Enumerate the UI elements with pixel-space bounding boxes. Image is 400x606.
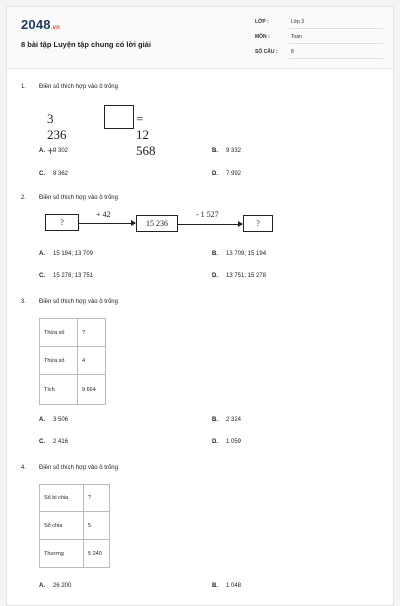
table-cell: Tích — [40, 375, 78, 405]
flow-arrow-2 — [178, 224, 242, 225]
table-cell: Thừa số — [40, 319, 78, 347]
worksheet-title: 8 bài tập Luyện tập chung có lời giải — [21, 40, 151, 49]
meta-grade: LỚP : Lớp 3 — [255, 17, 383, 29]
table-row — [40, 319, 106, 347]
table-cell-blank[interactable]: ? — [78, 319, 106, 347]
site-logo[interactable]: 2048.vn — [21, 17, 61, 32]
table-cell: Số chia — [40, 512, 84, 540]
flow-op-2: - 1 527 — [196, 210, 219, 219]
q1-option-c[interactable]: C. 8 362 — [39, 171, 69, 177]
q1-option-b[interactable]: B. 9 332 — [212, 148, 242, 154]
table-cell: Thương — [40, 540, 84, 568]
q3-option-d[interactable]: D. 1 059 — [212, 439, 242, 445]
q4-option-b[interactable]: B. 1 048 — [212, 583, 242, 589]
table-cell: Số bị chia — [40, 485, 84, 512]
question-3-table — [39, 318, 106, 405]
q2-option-a[interactable]: A. 15 194; 13 709 — [39, 251, 94, 257]
table-cell: 5 — [84, 512, 110, 540]
answer-blank-box[interactable] — [104, 105, 134, 129]
table-cell: Thừa số — [40, 347, 78, 375]
flow-arrow-1 — [79, 223, 135, 224]
meta-subject: MÔN : Toán — [255, 32, 383, 44]
q3-option-b[interactable]: B. 2 324 — [212, 417, 242, 423]
q2-option-c[interactable]: C. 15 278; 13 751 — [39, 273, 94, 279]
table-cell: 5 240 — [84, 540, 110, 568]
table-cell: 4 — [78, 347, 106, 375]
question-4-table — [39, 484, 110, 568]
q1-option-a[interactable]: A. 9 302 — [39, 148, 69, 154]
table-row — [40, 540, 110, 568]
table-row — [40, 375, 106, 405]
meta-question-count: SỐ CÂU : 8 — [255, 47, 383, 59]
q3-option-a[interactable]: A. 3 506 — [39, 417, 69, 423]
table-cell: 9 664 — [78, 375, 106, 405]
q4-option-a[interactable]: A. 26 200 — [39, 583, 72, 589]
table-row — [40, 347, 106, 375]
flow-middle-box: 15 236 — [136, 215, 178, 232]
table-cell-blank[interactable]: ? — [84, 485, 110, 512]
flow-end-box[interactable]: ? — [243, 215, 273, 232]
flow-start-box[interactable]: ? — [45, 214, 79, 231]
table-row — [40, 512, 110, 540]
q2-option-b[interactable]: B. 13 709; 15 194 — [212, 251, 267, 257]
worksheet-header — [7, 7, 393, 69]
table-row — [40, 485, 110, 512]
q1-option-d[interactable]: D. 7 992 — [212, 171, 242, 177]
q2-option-d[interactable]: D. 13 751; 15 278 — [212, 273, 267, 279]
worksheet-page: 2048.vn 8 bài tập Luyện tập chung có lời giải LỚP : Lớp 3 MÔN : Toán SỐ CÂU : 8 1. Điền số thích hợp vào ô trống 3 236 + = 12 568 A. 9 302 B. 9 332 C. 8 362 D. 7 992 2. Điền số thích hợp vào ô trống ? + 42 15 236 - 1 527 ? A. 15 194; 13 709 B. 13 709; 15 194 C. 15 278; 13 751 D. 13 751; 15 278 3. Điền số thích hợp vào ô trống Thừa số ? Thừa số 4 Tích 9 664 A. 3 506 B. 2 324 C. 2 416 D. 1 059 4. Điền số thích hợp vào ô trống Số bị chia ? Số chia 5 Thương 5 240 A. 26 200 B. 1 048 — [6, 6, 394, 606]
q3-option-c[interactable]: C. 2 416 — [39, 439, 69, 445]
flow-op-1: + 42 — [96, 210, 111, 219]
